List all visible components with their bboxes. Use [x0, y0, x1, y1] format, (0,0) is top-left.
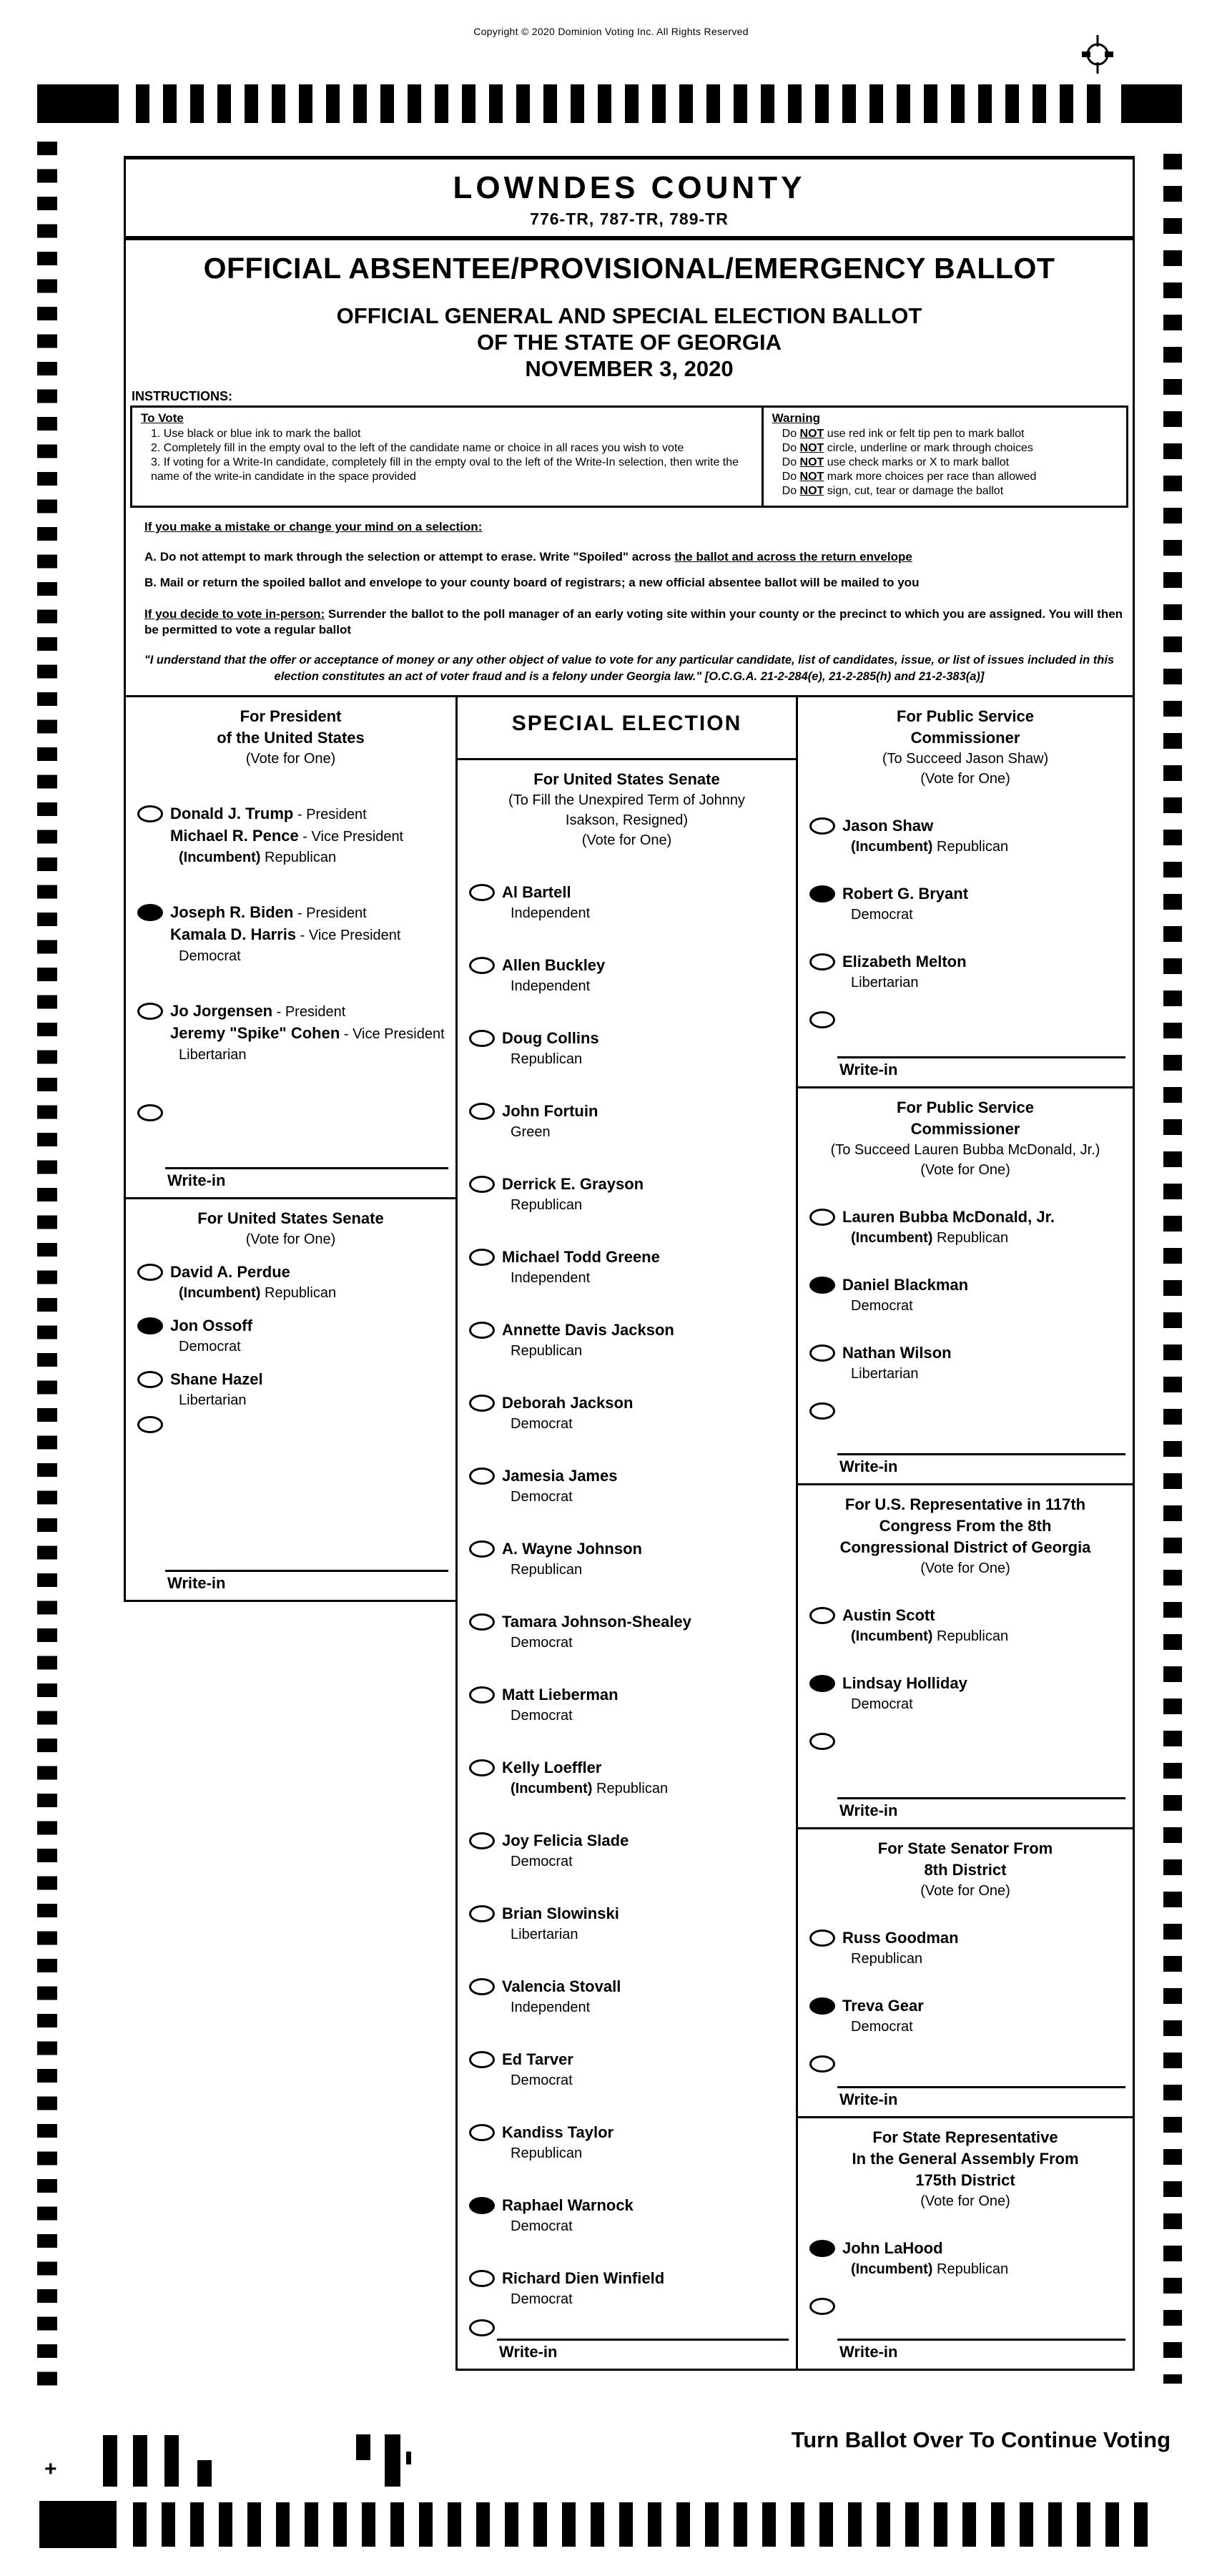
candidate-oval[interactable] — [137, 805, 163, 822]
candidate-row — [798, 1206, 1133, 1248]
candidate-row — [126, 1369, 455, 1410]
candidate-name: Daniel Blackman — [842, 1276, 969, 1294]
race-title-line: Congress From the 8th — [879, 1517, 1052, 1535]
candidate-name: Richard Dien Winfield — [502, 2269, 665, 2287]
write-in-oval[interactable] — [137, 1104, 163, 1121]
candidate-party: (Incumbent) Republican — [851, 1628, 1009, 1644]
race-section — [126, 1199, 455, 1600]
races — [124, 697, 1135, 2371]
race-section — [458, 760, 796, 2369]
to-vote-item: 2. Completely fill in the empty oval to the left of the candidate name or choice in all races you wish to vote — [151, 442, 684, 454]
candidate-row — [798, 2238, 1133, 2279]
candidate-party: Independent — [511, 905, 591, 921]
candidate-name: Jon Ossoff — [170, 1317, 252, 1334]
candidate-name: John Fortuin — [502, 1102, 598, 1120]
timing-marks-left — [37, 142, 57, 2393]
candidate-row — [458, 1684, 796, 1726]
candidate-name: Annette Davis Jackson — [502, 1321, 674, 1339]
candidate-party: Republican — [511, 2145, 583, 2161]
barcode-mark — [164, 2435, 179, 2487]
candidate-party: (Incumbent) Republican — [851, 2261, 1009, 2277]
race-title-line: Commissioner — [910, 729, 1020, 747]
candidate-oval[interactable] — [809, 1929, 835, 1947]
write-in-oval[interactable] — [469, 2319, 495, 2336]
candidate-row — [798, 1342, 1133, 1384]
candidate-name: Michael Todd Greene — [502, 1248, 660, 1266]
race-header — [798, 1485, 1133, 1578]
candidate-row — [458, 1028, 796, 1069]
candidate-name: Joseph R. Biden - President — [170, 903, 367, 921]
barcode-mark — [133, 2435, 147, 2487]
candidate-row — [798, 1274, 1133, 1316]
vote-for-one-label: (Vote for One) — [920, 1162, 1010, 1178]
candidate-row — [126, 803, 455, 867]
race-column-right — [796, 697, 1135, 2371]
write-in-line[interactable] — [837, 2086, 1125, 2088]
race-section — [798, 697, 1133, 1088]
candidate-name: Jason Shaw — [842, 817, 934, 835]
special-election-header: SPECIAL ELECTION — [458, 697, 796, 760]
barcode-mark — [197, 2460, 212, 2487]
candidate-name: Tamara Johnson-Shealey — [502, 1613, 691, 1631]
race-title-line: Commissioner — [910, 1120, 1020, 1138]
candidate-name: Shane Hazel — [170, 1370, 263, 1388]
candidate-party: Republican — [511, 1562, 583, 1578]
candidate-name: Treva Gear — [842, 1997, 924, 2015]
county-header — [126, 159, 1133, 240]
write-in-label: Write-in — [167, 1574, 226, 1592]
candidate-party: Republican — [851, 1951, 923, 1967]
candidate-party: Democrat — [511, 1854, 573, 1869]
candidate-name: Jo Jorgensen - President — [170, 1002, 346, 1020]
copyright-line: Copyright © 2020 Dominion Voting Inc. All Rights Reserved — [473, 26, 749, 37]
candidate-name: Austin Scott — [842, 1606, 935, 1624]
candidate-row — [458, 2049, 796, 2090]
ballot-subtitle-state: OF THE STATE OF GEORGIA — [477, 330, 782, 355]
candidate-party: Green — [511, 1124, 551, 1140]
mistake-heading: If you make a mistake or change your mind on a selection: — [144, 520, 483, 534]
candidate-party: Libertarian — [851, 1366, 919, 1382]
candidate-oval-filled[interactable] — [809, 2240, 835, 2257]
candidate-party: (Incumbent) Republican — [851, 839, 1009, 855]
candidate-row — [458, 2122, 796, 2163]
candidate-oval[interactable] — [469, 1759, 495, 1776]
candidate-row — [458, 1903, 796, 1945]
candidate-row — [126, 1315, 455, 1357]
warning-item: Do NOT use red ink or felt tip pen to mark ballot — [782, 428, 1025, 440]
candidate-oval[interactable] — [137, 1003, 163, 1020]
candidate-oval[interactable] — [469, 2124, 495, 2141]
barcode-mark — [356, 2434, 370, 2460]
candidate-row — [458, 1976, 796, 2017]
candidate-row — [458, 1757, 796, 1799]
candidate-name: Allen Buckley — [502, 956, 606, 974]
to-vote-title: To Vote — [141, 411, 184, 425]
warning-item: Do NOT use check marks or X to mark ballot — [782, 456, 1010, 468]
candidate-party: Libertarian — [851, 975, 919, 990]
to-vote-column — [132, 408, 764, 506]
candidate-oval[interactable] — [469, 1176, 495, 1193]
vote-for-one-label: (Vote for One) — [920, 1560, 1010, 1576]
race-title-line: For State Representative — [872, 2128, 1058, 2146]
race-title-line: For State Senator From — [877, 1839, 1053, 1857]
to-vote-items — [141, 427, 754, 484]
candidate-row — [798, 1673, 1133, 1714]
to-vote-item: 1. Use black or blue ink to mark the ballot — [151, 428, 361, 440]
candidate-party: Democrat — [511, 1635, 573, 1651]
candidate-name: Nathan Wilson — [842, 1344, 952, 1362]
warning-column — [764, 408, 1126, 506]
timing-mark-block — [37, 84, 119, 123]
candidate-name: Deborah Jackson — [502, 1394, 634, 1412]
write-in-line[interactable] — [837, 1056, 1125, 1058]
registration-plus-mark: + — [44, 2457, 57, 2481]
candidate-party: Libertarian — [511, 1927, 578, 1942]
race-header — [798, 1829, 1133, 1901]
candidate-oval-filled[interactable] — [469, 2197, 495, 2214]
write-in-line[interactable] — [837, 1797, 1125, 1799]
race-subtitle-line: Isakson, Resigned) — [565, 812, 689, 828]
timing-marks-right — [1163, 154, 1182, 2384]
candidate-party: Republican — [511, 1051, 583, 1067]
candidate-name: Joy Felicia Slade — [502, 1832, 629, 1849]
candidate-oval-filled[interactable] — [809, 1277, 835, 1294]
candidate-name: Kelly Loeffler — [502, 1759, 602, 1776]
candidate-party: Democrat — [511, 2218, 573, 2234]
warning-item: Do NOT circle, underline or mark through choices — [782, 442, 1033, 454]
write-in-oval[interactable] — [809, 1011, 835, 1028]
candidate-oval[interactable] — [469, 884, 495, 901]
candidate-oval[interactable] — [469, 1978, 495, 1995]
write-in-line[interactable] — [497, 2339, 789, 2341]
candidate-oval[interactable] — [469, 1540, 495, 1558]
candidate-party: Republican — [511, 1197, 583, 1213]
candidate-party: Democrat — [511, 1708, 573, 1724]
candidate-oval-filled[interactable] — [137, 1317, 163, 1334]
candidate-name: Jamesia James — [502, 1467, 618, 1485]
fraud-disclaimer: "I understand that the offer or acceptance of money or any other object of value to vote for any particular candidate, list of candidates, issue, or list of issues included in this election constitutes an act of voter fraud and is a felony under Georgia law." [O.C.G.A. 21-2-284(e), 21-2-285(h) and 21-2-383(a)] — [144, 654, 1115, 683]
candidate-name: Robert G. Bryant — [842, 885, 969, 903]
candidate-party: Democrat — [851, 1696, 913, 1712]
candidate-party: (Incumbent) Republican — [179, 1285, 337, 1301]
candidate-oval[interactable] — [809, 1344, 835, 1362]
candidate-party: (Incumbent) Republican — [179, 850, 337, 865]
race-title-line: Congressional District of Georgia — [839, 1538, 1091, 1556]
candidate-name: Lindsay Holliday — [842, 1674, 967, 1692]
candidate-oval[interactable] — [469, 1613, 495, 1631]
write-in-label: Write-in — [499, 2343, 558, 2361]
candidate-party: (Incumbent) Republican — [851, 1230, 1009, 1246]
candidate-oval[interactable] — [469, 957, 495, 974]
candidate-oval[interactable] — [469, 1686, 495, 1704]
candidate-row — [458, 882, 796, 923]
candidate-row — [458, 1830, 796, 1872]
candidate-oval[interactable] — [469, 2270, 495, 2287]
write-in-label: Write-in — [839, 2090, 898, 2108]
ballot-main — [124, 156, 1135, 2371]
vote-for-one-label: (Vote for One) — [920, 771, 1010, 787]
write-in-oval[interactable] — [137, 1416, 163, 1433]
write-in-label: Write-in — [839, 2343, 898, 2361]
candidate-oval[interactable] — [809, 817, 835, 835]
write-in-oval[interactable] — [809, 1402, 835, 1420]
candidate-party: Independent — [511, 2000, 591, 2015]
candidate-oval[interactable] — [469, 1322, 495, 1339]
write-in-line[interactable] — [837, 1453, 1125, 1455]
candidate-party: Democrat — [511, 2073, 573, 2088]
candidate-party: Independent — [511, 978, 591, 994]
vote-in-person-note: If you decide to vote in-person: Surrender the ballot to the poll manager of an early voting site within your county or the precinct to which you are assigned. You will then be permitted to vote a regular ballot — [144, 607, 1123, 636]
vote-for-one-label: (Vote for One) — [581, 832, 672, 848]
candidate-name: Al Bartell — [502, 883, 571, 901]
candidate-name: Doug Collins — [502, 1029, 599, 1047]
candidate-name: Raphael Warnock — [502, 2196, 634, 2214]
candidate-name: Michael R. Pence - Vice President — [170, 827, 404, 845]
candidate-oval[interactable] — [469, 1249, 495, 1266]
race-title-line: For United States Senate — [197, 1209, 384, 1227]
election-date: NOVEMBER 3, 2020 — [525, 356, 734, 381]
candidate-oval[interactable] — [469, 2051, 495, 2068]
candidate-row — [458, 1538, 796, 1580]
write-in-label: Write-in — [839, 1801, 898, 1819]
candidate-party: (Incumbent) Republican — [511, 1781, 669, 1796]
candidate-row — [458, 1101, 796, 1142]
candidate-row — [458, 1174, 796, 1215]
race-section — [798, 1485, 1133, 1829]
race-subtitle-line: (To Succeed Jason Shaw) — [882, 751, 1049, 767]
race-title-line: For U.S. Representative in 117th — [844, 1495, 1086, 1513]
to-vote-item: 3. If voting for a Write-In candidate, completely fill in the empty oval to the left of the Write-In selection, then write the name of the write-in candidate in the space provided — [151, 456, 739, 483]
candidate-party: Democrat — [179, 948, 241, 964]
barcode-mark — [103, 2435, 117, 2487]
candidate-name: Valencia Stovall — [502, 1977, 621, 1995]
write-in-oval[interactable] — [809, 2055, 835, 2073]
vote-for-one-label: (Vote for One) — [920, 1883, 1010, 1899]
race-title-line: 8th District — [924, 1861, 1007, 1879]
ballot-subtitle: OFFICIAL GENERAL AND SPECIAL ELECTION BALLOT — [336, 303, 922, 328]
candidate-name: Jeremy "Spike" Cohen - Vice President — [170, 1024, 445, 1042]
mistake-item-a: A. Do not attempt to mark through the selection or attempt to erase. Write "Spoiled" across the ballot and across the return envelope — [144, 550, 912, 564]
write-in-line[interactable] — [837, 2339, 1125, 2341]
candidate-oval[interactable] — [809, 1607, 835, 1624]
candidate-row — [458, 1392, 796, 1434]
write-in-oval[interactable] — [809, 1733, 835, 1750]
candidate-name: Brian Slowinski — [502, 1904, 619, 1922]
candidate-name: Lauren Bubba McDonald, Jr. — [842, 1208, 1055, 1226]
county-name: LOWNDES COUNTY — [453, 170, 806, 205]
instructions-box — [130, 405, 1128, 508]
mistake-item-b: B. Mail or return the spoiled ballot and envelope to your county board of registrars; a new official absentee ballot will be mailed to you — [144, 576, 920, 589]
candidate-row — [458, 1465, 796, 1507]
timing-marks-top — [136, 84, 1113, 123]
instructions-label: INSTRUCTIONS: — [132, 389, 232, 403]
candidate-oval[interactable] — [809, 1209, 835, 1226]
candidate-oval[interactable] — [469, 1468, 495, 1485]
candidate-oval[interactable] — [469, 1395, 495, 1412]
vote-for-one-label: (Vote for One) — [245, 1232, 336, 1247]
candidate-name: Derrick E. Grayson — [502, 1175, 644, 1193]
race-title-line: In the General Assembly From — [852, 2150, 1079, 2168]
race-subtitle-line: (To Succeed Lauren Bubba McDonald, Jr.) — [830, 1142, 1100, 1158]
candidate-row — [798, 1927, 1133, 1969]
candidate-row — [798, 1995, 1133, 2037]
candidate-row — [458, 2268, 796, 2309]
ballot-title: OFFICIAL ABSENTEE/PROVISIONAL/EMERGENCY BALLOT — [203, 252, 1055, 285]
vote-for-one-label: (Vote for One) — [245, 751, 336, 767]
candidate-row — [458, 1611, 796, 1653]
candidate-oval[interactable] — [469, 1103, 495, 1120]
warning-item: Do NOT mark more choices per race than allowed — [782, 471, 1037, 483]
candidate-oval-filled[interactable] — [809, 1997, 835, 2015]
race-title-line: 175th District — [915, 2171, 1015, 2189]
candidate-party: Republican — [511, 1343, 583, 1359]
warning-item: Do NOT sign, cut, tear or damage the ballot — [782, 485, 1004, 497]
write-in-label: Write-in — [167, 1171, 226, 1189]
race-title-line: For Public Service — [897, 707, 1034, 725]
turn-ballot-over-text: Turn Ballot Over To Continue Voting — [791, 2427, 1171, 2452]
race-title-line: For President — [240, 707, 342, 725]
candidate-oval[interactable] — [137, 1371, 163, 1388]
race-column-left — [124, 697, 455, 1602]
timing-marks-bottom — [133, 2502, 1154, 2547]
candidate-name: John LaHood — [842, 2239, 943, 2257]
candidate-name: David A. Perdue — [170, 1263, 290, 1281]
mistake-instructions — [126, 508, 1133, 638]
timing-mark-block — [39, 2501, 117, 2548]
candidate-row — [458, 955, 796, 996]
candidate-oval[interactable] — [809, 953, 835, 970]
race-column-middle — [455, 697, 796, 2371]
candidate-row — [126, 1001, 455, 1065]
candidate-name: Ed Tarver — [502, 2050, 573, 2068]
warning-items — [772, 427, 1119, 498]
candidate-oval-filled[interactable] — [137, 904, 163, 921]
race-section — [126, 697, 455, 1199]
candidate-party: Libertarian — [179, 1392, 247, 1408]
candidate-oval-filled[interactable] — [809, 1675, 835, 1692]
candidate-name: Kandiss Taylor — [502, 2123, 614, 2141]
ballot-style-codes: 776-TR, 787-TR, 789-TR — [530, 210, 729, 228]
race-title-line: For United States Senate — [533, 770, 720, 788]
write-in-oval[interactable] — [809, 2298, 835, 2315]
registration-mark-icon — [1076, 33, 1119, 79]
candidate-oval[interactable] — [469, 1030, 495, 1047]
candidate-row — [798, 1605, 1133, 1646]
candidate-party: Democrat — [851, 1298, 913, 1314]
race-title-line: of the United States — [217, 729, 365, 747]
write-in-label: Write-in — [839, 1457, 898, 1475]
race-header — [126, 1199, 455, 1249]
barcode-mark — [385, 2434, 400, 2487]
candidate-oval[interactable] — [469, 1905, 495, 1922]
race-header — [126, 697, 455, 769]
candidate-row — [126, 902, 455, 966]
candidate-party: Independent — [511, 1270, 591, 1286]
race-header — [458, 760, 796, 850]
race-section — [798, 1829, 1133, 2118]
candidate-name: Russ Goodman — [842, 1929, 959, 1947]
barcode-mark — [406, 2452, 411, 2464]
candidate-name: Donald J. Trump - President — [170, 805, 367, 822]
candidate-party: Democrat — [511, 1416, 573, 1432]
vote-for-one-label: (Vote for One) — [920, 2193, 1010, 2209]
candidate-row — [126, 1262, 455, 1303]
candidate-name: Matt Lieberman — [502, 1686, 619, 1704]
candidate-name: Elizabeth Melton — [842, 953, 967, 970]
candidate-party: Libertarian — [179, 1047, 247, 1063]
race-section — [798, 2118, 1133, 2369]
candidate-oval-filled[interactable] — [809, 885, 835, 903]
candidate-name: A. Wayne Johnson — [502, 1540, 642, 1558]
write-in-label: Write-in — [839, 1061, 898, 1078]
race-subtitle-line: (To Fill the Unexpired Term of Johnny — [508, 792, 745, 808]
race-header — [798, 1088, 1133, 1180]
ballot-header — [124, 156, 1135, 697]
candidate-party: Democrat — [851, 907, 913, 923]
candidate-row — [798, 951, 1133, 993]
candidate-row — [458, 1247, 796, 1288]
candidate-oval[interactable] — [137, 1264, 163, 1281]
timing-mark-block — [1121, 84, 1182, 123]
candidate-party: Democrat — [511, 2291, 573, 2307]
candidate-row — [798, 815, 1133, 857]
race-section — [798, 1088, 1133, 1485]
write-in-line[interactable] — [165, 1167, 448, 1169]
candidate-oval[interactable] — [469, 1832, 495, 1849]
race-title-line: For Public Service — [897, 1098, 1034, 1116]
race-header — [798, 2118, 1133, 2211]
candidate-party: Democrat — [851, 2019, 913, 2035]
race-header — [798, 697, 1133, 789]
warning-title: Warning — [772, 411, 821, 425]
candidate-row — [798, 883, 1133, 925]
candidate-row — [458, 2195, 796, 2236]
candidate-party: Democrat — [511, 1489, 573, 1505]
candidate-name: Kamala D. Harris - Vice President — [170, 925, 401, 943]
candidate-row — [458, 1319, 796, 1361]
candidate-party: Democrat — [179, 1339, 241, 1355]
write-in-line[interactable] — [165, 1570, 448, 1572]
